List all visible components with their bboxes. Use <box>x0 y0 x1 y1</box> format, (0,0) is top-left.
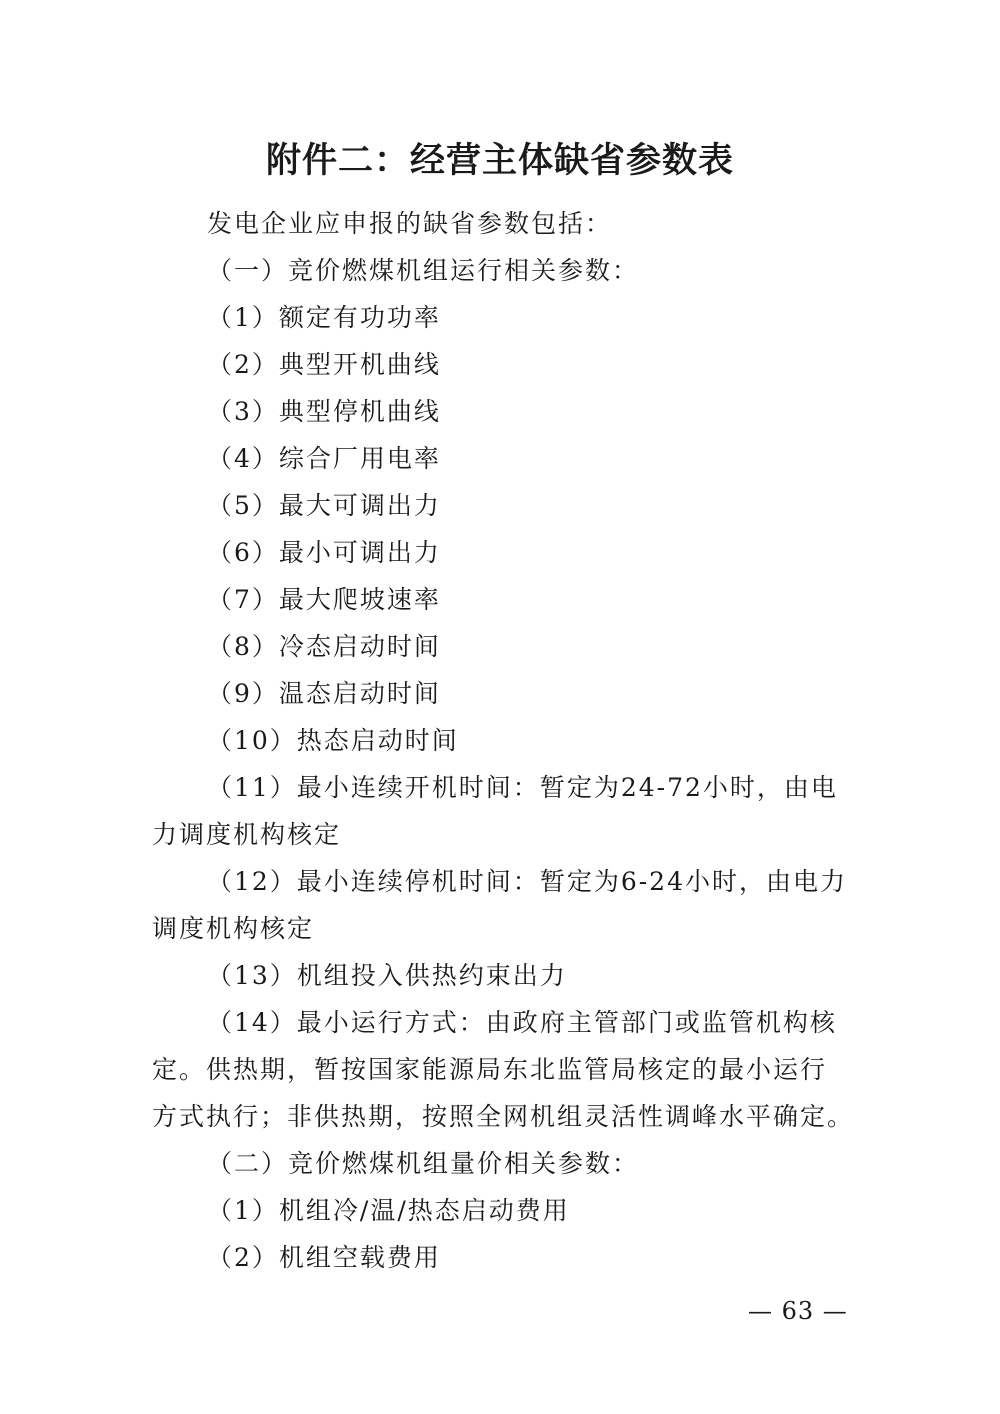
page-number: — 63 — <box>748 1297 848 1325</box>
list-item: （1）机组冷/温/热态启动费用 <box>207 1196 570 1225</box>
list-item: （5）最大可调出力 <box>207 491 441 520</box>
item-14-line-3: 方式执行；非供热期，按照全网机组灵活性调峰水平确定。 <box>152 1102 855 1131</box>
list-item: （2）机组空载费用 <box>207 1243 441 1272</box>
intro-paragraph: 发电企业应申报的缺省参数包括： <box>207 209 613 238</box>
item-14-line-1: （14）最小运行方式：由政府主管部门或监管机构核 <box>207 1008 837 1037</box>
item-14-line-2: 定。供热期，暂按国家能源局东北监管局核定的最小运行 <box>152 1055 828 1084</box>
item-11-line-1: （11）最小连续开机时间：暂定为24-72小时，由电 <box>207 773 838 802</box>
list-item: （3）典型停机曲线 <box>207 397 441 426</box>
list-item: （9）温态启动时间 <box>207 679 441 708</box>
list-item: （13）机组投入供热约束出力 <box>207 961 567 990</box>
section-heading-2: （二）竞价燃煤机组量价相关参数： <box>207 1149 640 1178</box>
document-title: 附件二：经营主体缺省参数表 <box>265 141 734 181</box>
list-item: （6）最小可调出力 <box>207 538 441 567</box>
item-12-line-2: 调度机构核定 <box>152 914 315 943</box>
item-11-line-2: 力调度机构核定 <box>152 820 342 849</box>
list-item: （10）热态启动时间 <box>207 726 459 755</box>
list-item: （7）最大爬坡速率 <box>207 585 441 614</box>
list-item: （8）冷态启动时间 <box>207 632 441 661</box>
list-item: （1）额定有功功率 <box>207 303 441 332</box>
section-heading-1: （一）竞价燃煤机组运行相关参数： <box>207 256 640 285</box>
list-item: （2）典型开机曲线 <box>207 350 441 379</box>
item-12-line-1: （12）最小连续停机时间：暂定为6-24小时，由电力 <box>207 867 847 896</box>
list-item: （4）综合厂用电率 <box>207 444 441 473</box>
